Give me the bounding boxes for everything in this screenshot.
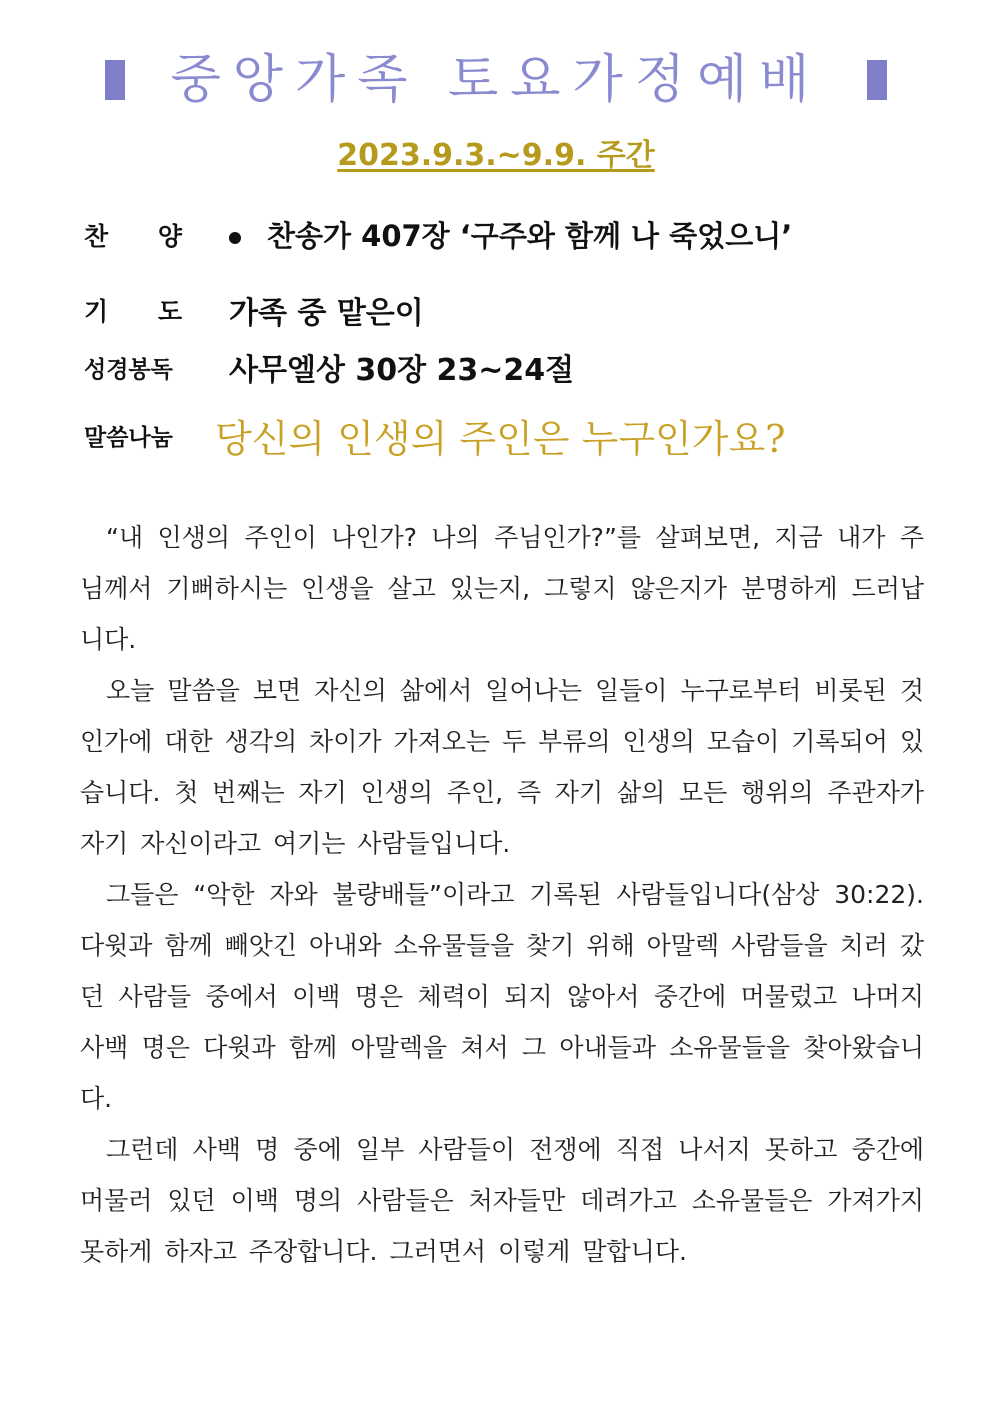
prayer-label: [84, 292, 182, 328]
prayer-row: [84, 288, 424, 332]
hymn-label-char-1: 찬: [84, 221, 109, 251]
title-left-bar: [105, 60, 125, 100]
prayer-label-char-1: 기: [84, 297, 109, 326]
sermon-title: 당신의 인생의 주인은 누구인가요?: [215, 417, 786, 461]
reading-value: 사무엘상 30장 23~24절: [229, 353, 575, 388]
hymn-label-char-2: 양: [157, 221, 182, 251]
prayer-label-char-2: 도: [157, 297, 182, 326]
hymn-label: [84, 217, 182, 253]
reading-row: [84, 345, 574, 389]
paragraph: “내 인생의 주인이 나인가? 나의 주님인가?”를 살펴보면, 지금 내가 주님께서 기뻐하시는 인생을 살고 있는지, 그렇지 않은지가 분명하게 드러납니다.: [80, 523, 924, 654]
prayer-value: 가족 중 맡은이: [229, 296, 424, 331]
paragraph: 오늘 말씀을 보면 자신의 삶에서 일어나는 일들이 누구로부터 비롯된 것인가에 대한 생각의 차이가 가져오는 두 부류의 인생의 모습이 기록되어 있습니다. 첫 번째는 자기 인생의 주인, 즉 자기 삶의 모든 행위의 주관자가 자기 자신이라고 여기는 사람들입니다.: [80, 676, 924, 858]
sermon-row: [84, 408, 786, 463]
hymn-text: 찬송가 407장 ‘구주와 함께 나 죽었으니’: [267, 219, 793, 253]
reading-label: 성경봉독: [84, 356, 173, 383]
title-row: [0, 48, 992, 112]
title-right-bar: [867, 60, 887, 100]
paragraph: 그런데 사백 명 중에 일부 사람들이 전쟁에 직접 나서지 못하고 중간에 머물러 있던 이백 명의 사람들은 처자들만 데려가고 소유물들은 가져가지 못하게 하자고 주장합니다. 그러면서 이렇게 말합니다.: [80, 1135, 924, 1266]
sermon-body: [80, 512, 924, 1277]
hymn-value: [229, 214, 792, 255]
page-title: 중앙가족 토요가정예배: [170, 50, 822, 110]
hymn-row: [84, 214, 792, 255]
date-range: 2023.9.3.~9.9. 주간: [337, 138, 655, 173]
paragraph: 그들은 “악한 자와 불량배들”이라고 기록된 사람들입니다(삼상 30:22). 다윗과 함께 빼앗긴 아내와 소유물들을 찾기 위해 아말렉 사람들을 치러 갔던 사람들 중에서 이백 명은 체력이 되지 않아서 중간에 머물렀고 나머지 사백 명은 다윗과 함께 아말렉을 쳐서 그 아내들과 소유물들을 찾아왔습니다.: [80, 880, 924, 1113]
bullet-icon: [229, 232, 241, 244]
sermon-label: 말씀나눔: [84, 425, 173, 451]
